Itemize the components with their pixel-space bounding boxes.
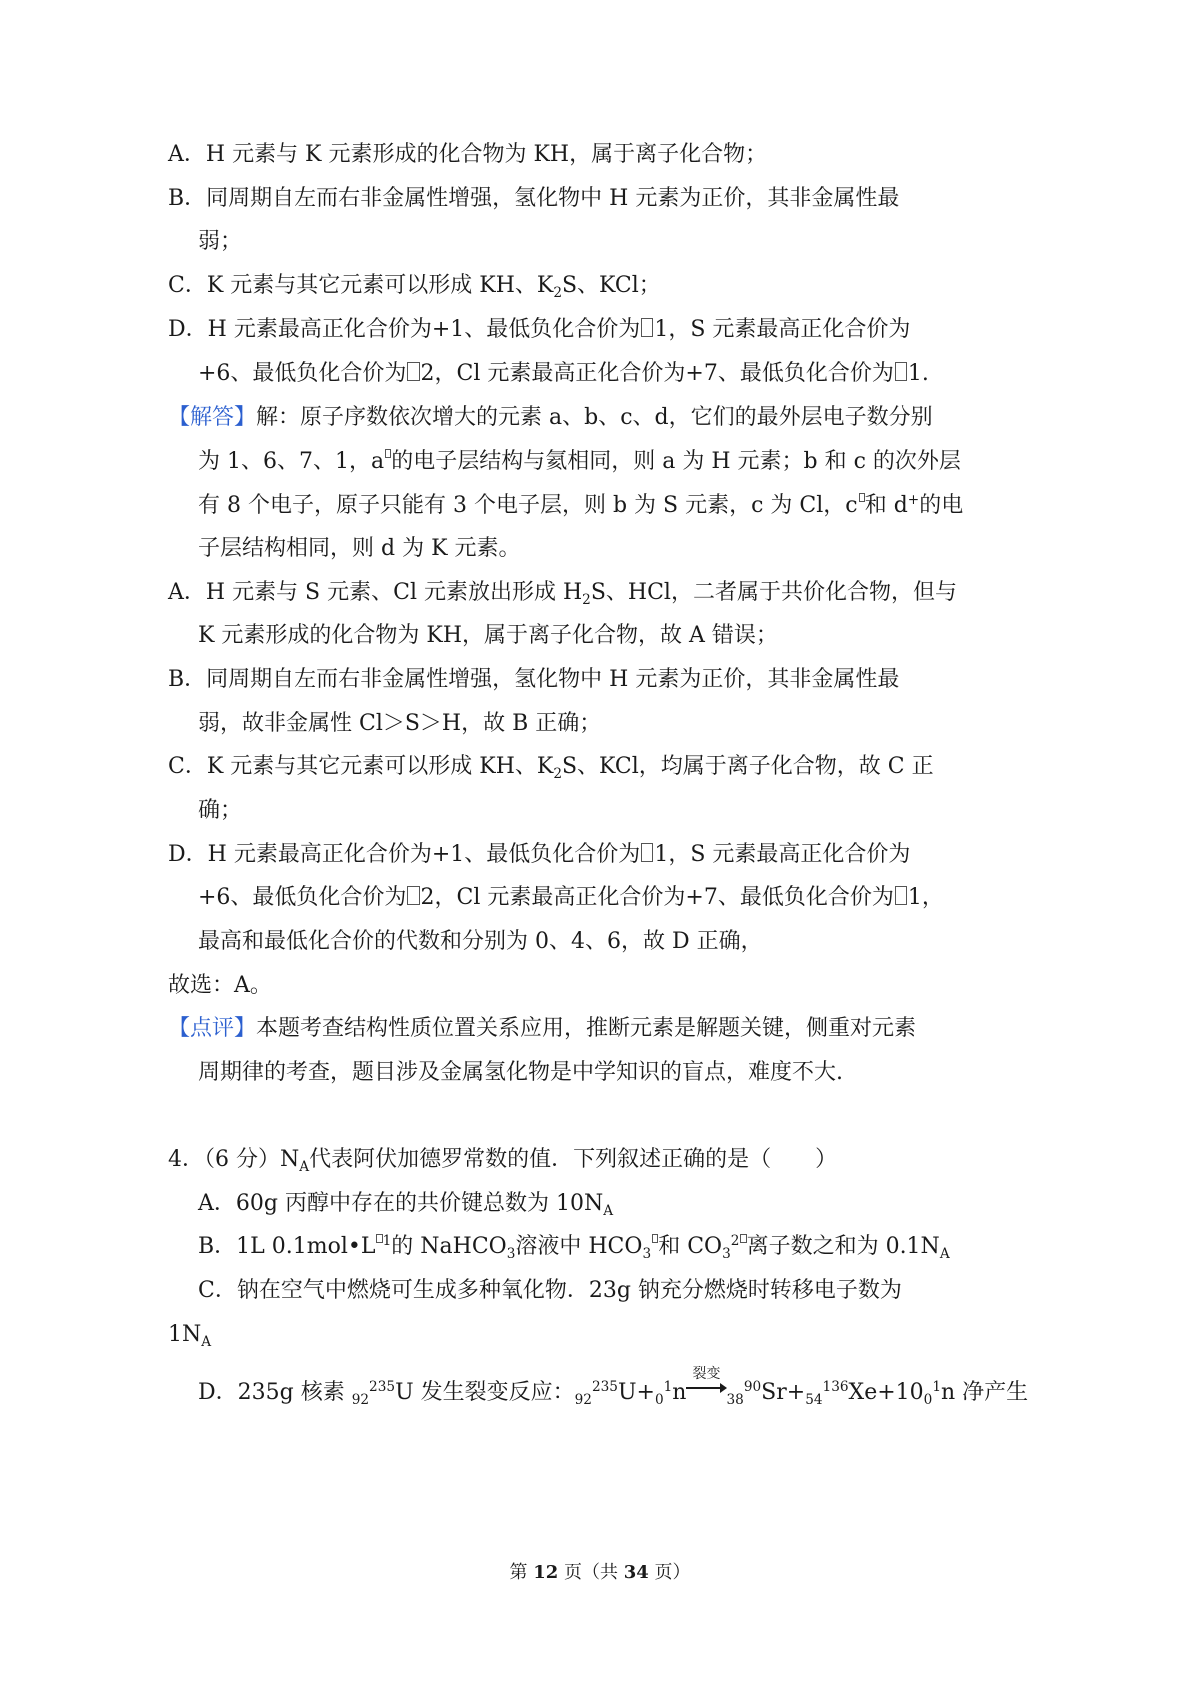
missing-glyph-icon bbox=[407, 886, 419, 905]
question4-option-d: D．235g 核素 $_{92}^{235}$U 发生裂变反应：$_{92}^{235}U+_0^1n$ 裂变 $_{38}^{90}Sr+_{54}^{136}Xe+10_0^1n$ 净产生 bbox=[198, 1366, 1029, 1408]
solution-a-line1: A．H 元素与 S 元素、Cl 元素放出形成 $H_2S$、HCl，二者属于共价化合物，但与 bbox=[168, 580, 957, 608]
question4-option-c-line2: $1N_A$ bbox=[168, 1322, 212, 1350]
solution-c-line1: C．K 元素与其它元素可以形成 KH、$K_2S$、KCl，均属于离子化合物，故 C 正 bbox=[168, 754, 934, 782]
solution-line1: 【解答】解：原子序数依次增大的元素 a、b、c、d，它们的最外层电子数分别 bbox=[168, 405, 933, 430]
missing-glyph-icon bbox=[641, 843, 653, 862]
option-c: C．K 元素与其它元素可以形成 KH、$K_2S$、KCl； bbox=[168, 273, 661, 301]
option-b-line2: 弱； bbox=[198, 229, 243, 254]
solution-line2: 为 1、6、7、1，a 的电子层结构与氦相同，则 a 为 H 元素；b 和 c 的次外层 bbox=[198, 449, 961, 474]
question4-option-c-line1: C．钠在空气中燃烧可生成多种氧化物．23g 钠充分燃烧时转移电子数为 bbox=[198, 1278, 902, 1303]
solution-line4: 子层结构相同，则 d 为 K 元素。 bbox=[198, 536, 521, 561]
total-pages: 34 bbox=[623, 1562, 649, 1583]
current-page: 12 bbox=[533, 1562, 559, 1583]
solution-line3: 有 8 个电子，原子只能有 3 个电子层，则 b 为 S 元素，c 为 Cl，c 和 d+的电 bbox=[198, 491, 964, 518]
option-d-line2: +6、最低负化合价为 2，Cl 元素最高正化合价为+7、最低负化合价为 1. bbox=[198, 361, 929, 386]
solution-d-line2: +6、最低负化合价为 2，Cl 元素最高正化合价为+7、最低负化合价为 1， bbox=[198, 885, 944, 910]
question4-option-b: B．1L 0.1mol•L $^1$的 NaHCO$_3$溶液中 $HCO_3$ 和 $CO_3^2$ 离子数之和为 $0.1N_A$ bbox=[198, 1232, 950, 1262]
missing-glyph-icon bbox=[641, 318, 653, 337]
solution-label: 【解答】 bbox=[168, 405, 257, 430]
reaction-arrow-icon: 裂变 bbox=[686, 1371, 726, 1401]
option-d-line1: D．H 元素最高正化合价为+1、最低负化合价为 1，S 元素最高正化合价为 bbox=[168, 317, 911, 342]
option-b-line1: B．同周期自左而右非金属性增强，氢化物中 H 元素为正价，其非金属性最 bbox=[168, 186, 900, 211]
solution-a-line2: K 元素形成的化合物为 KH，属于离子化合物，故 A 错误； bbox=[198, 623, 778, 648]
answer-line: 故选：A。 bbox=[168, 973, 272, 998]
comment-line2: 周期律的考查，题目涉及金属氢化物是中学知识的盲点，难度不大. bbox=[198, 1060, 843, 1085]
page-footer: 第 12 页（共 34 页） bbox=[509, 1562, 691, 1583]
question4-stem: 4．（6 分）$N_A$代表阿伏加德罗常数的值．下列叙述正确的是（ ） bbox=[168, 1147, 838, 1175]
option-a: A．H 元素与 K 元素形成的化合物为 KH，属于离子化合物； bbox=[168, 142, 768, 167]
comment-line1: 【点评】本题考查结构性质位置关系应用，推断元素是解题关键，侧重对元素 bbox=[168, 1016, 917, 1041]
missing-glyph-icon bbox=[407, 362, 419, 381]
solution-b-line1: B．同周期自左而右非金属性增强，氢化物中 H 元素为正价，其非金属性最 bbox=[168, 667, 900, 692]
comment-label: 【点评】 bbox=[168, 1016, 257, 1041]
solution-c-line2: 确； bbox=[198, 798, 243, 823]
missing-glyph-icon bbox=[895, 886, 907, 905]
missing-glyph-icon bbox=[895, 362, 907, 381]
solution-d-line3: 最高和最低化合价的代数和分别为 0、4、6，故 D 正确， bbox=[198, 929, 763, 954]
solution-d-line1: D．H 元素最高正化合价为+1、最低负化合价为 1，S 元素最高正化合价为 bbox=[168, 842, 911, 867]
question4-option-a: A．60g 丙醇中存在的共价键总数为 $10N_A$ bbox=[198, 1191, 614, 1219]
solution-b-line2: 弱，故非金属性 Cl＞S＞H，故 B 正确； bbox=[198, 711, 602, 736]
